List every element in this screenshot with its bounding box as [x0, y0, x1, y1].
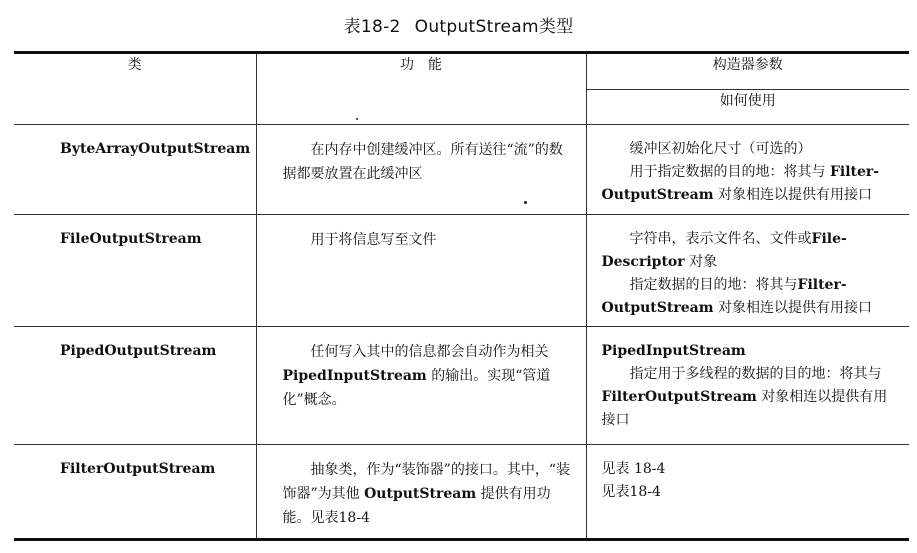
header-row-1 — [14, 53, 909, 90]
header-ctor-params: 构造器参数 — [586, 53, 909, 90]
table-caption — [0, 12, 917, 37]
class-ref: PipedInputStream — [282, 368, 427, 384]
function-text: 抽象类，作为“装饰器”的接口。其中，“装饰器”为其他 OutputStream 提供有用功能。见表18-4 — [282, 462, 570, 526]
table-row — [14, 215, 909, 327]
ctor-line: 字符串，表示文件名、文件或File-Descriptor 对象 — [601, 231, 847, 270]
function-cell — [256, 215, 586, 327]
class-name: PipedOutputStream — [60, 343, 217, 359]
class-ref: File-Descriptor — [601, 231, 847, 270]
table-row — [14, 125, 909, 215]
ctor-line: 指定用于多线程的数据的目的地：将其与FilterOutputStream 对象相连以提供有用接口 — [601, 366, 888, 428]
header-class: 类 — [14, 53, 256, 125]
ctor-line: 见表 18-4 — [601, 461, 666, 477]
ctor-line: 用于指定数据的目的地：将其与 Filter-OutputStream 对象相连以提供有用接口 — [601, 164, 880, 203]
ctor-cell — [586, 125, 909, 215]
scan-speck — [356, 118, 358, 120]
class-ref: Filter-OutputStream — [601, 164, 880, 203]
table-row — [14, 327, 909, 445]
ctor-line: 指定数据的目的地：将其与Filter-OutputStream 对象相连以提供有用接口 — [601, 277, 872, 316]
table-number: 表18-2 — [343, 17, 401, 37]
class-cell — [14, 445, 256, 540]
scan-speck — [524, 201, 527, 204]
header-how-to-use: 如何使用 — [586, 90, 909, 125]
ctor-cell — [586, 445, 909, 540]
function-text: 任何写入其中的信息都会自动作为相关PipedInputStream 的输出。实现“管道化”概念。 — [282, 344, 551, 408]
class-name: ByteArrayOutputStream — [60, 141, 251, 157]
ctor-cell — [586, 327, 909, 445]
table-row — [14, 445, 909, 540]
table-name: OutputStream类型 — [414, 17, 574, 37]
class-name: FileOutputStream — [60, 231, 202, 247]
class-ref: Filter-OutputStream — [601, 277, 847, 316]
class-name: FilterOutputStream — [60, 461, 216, 477]
function-cell — [256, 327, 586, 445]
function-text: 用于将信息写至文件 — [310, 232, 437, 248]
class-ref: OutputStream — [364, 486, 477, 502]
ctor-line: 缓冲区初始化尺寸（可选的） — [629, 141, 812, 157]
class-cell — [14, 327, 256, 445]
header-function: 功 能 — [256, 53, 586, 125]
class-cell — [14, 215, 256, 327]
function-text: 在内存中创建缓冲区。所有送往“流”的数据都要放置在此缓冲区 — [282, 142, 563, 182]
class-ref: FilterOutputStream — [601, 389, 757, 405]
ctor-line: PipedInputStream — [601, 343, 746, 359]
function-cell — [256, 125, 586, 215]
outputstream-types-table — [14, 51, 909, 541]
class-cell — [14, 125, 256, 215]
ctor-line: 见表18-4 — [601, 484, 661, 500]
ctor-cell — [586, 215, 909, 327]
function-cell — [256, 445, 586, 540]
